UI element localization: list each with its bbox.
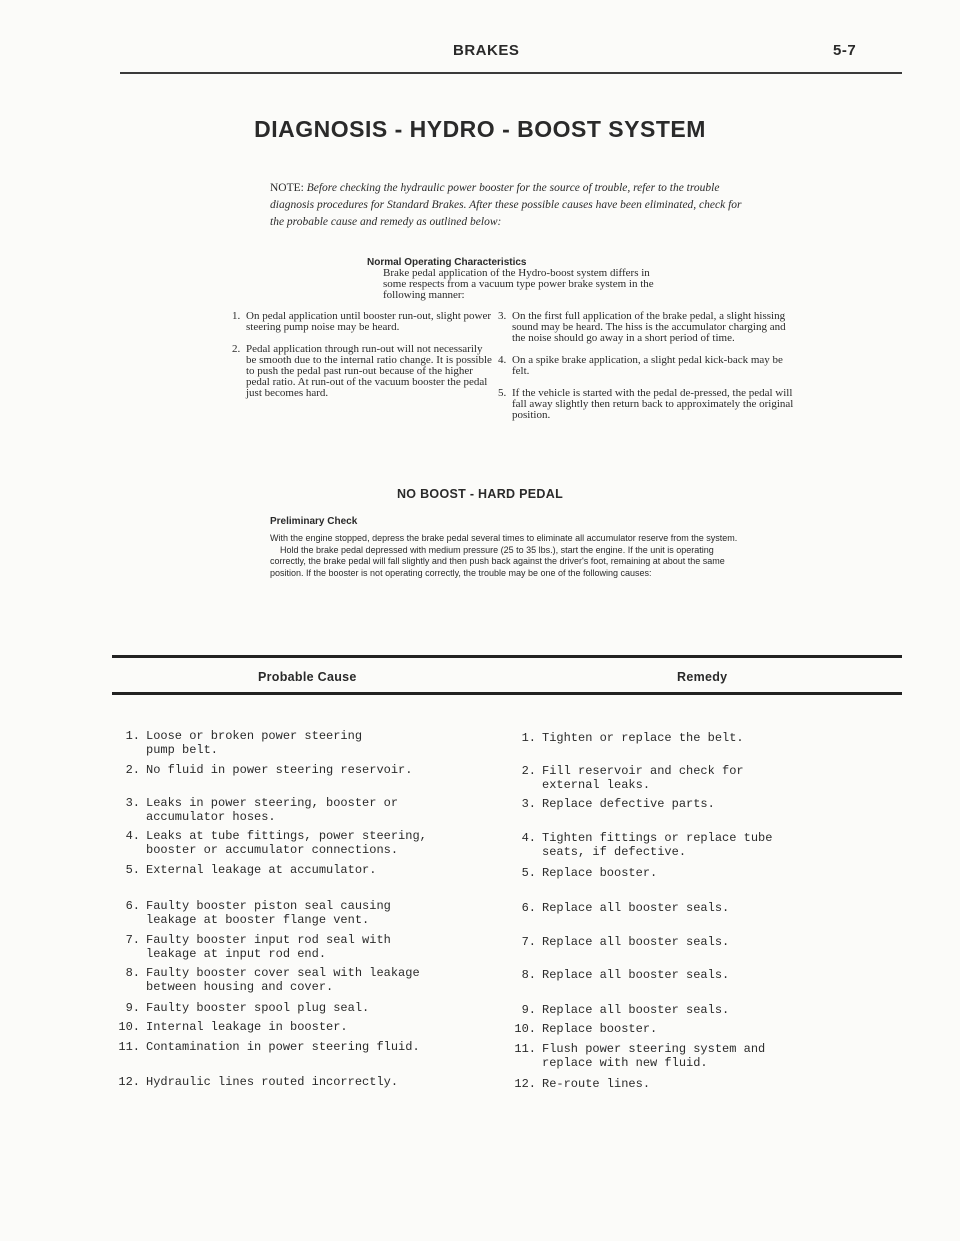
- cause-number: 1.: [125, 729, 140, 743]
- note-paragraph: [270, 180, 755, 231]
- characteristic-number: 1.: [232, 310, 241, 322]
- remedy-number: 1.: [521, 731, 536, 745]
- characteristic-item: [498, 388, 796, 421]
- table-top-rule: [112, 655, 902, 658]
- cause-number: 8.: [125, 966, 140, 980]
- characteristic-number: 2.: [232, 343, 241, 355]
- cause-number: 9.: [125, 1001, 140, 1015]
- column-header-probable-cause: Probable Cause: [258, 670, 357, 684]
- cause-text: Faulty booster input rod seal with leakage at input rod end.: [146, 933, 391, 961]
- remedy-text: Replace all booster seals.: [542, 901, 730, 915]
- characteristic-text: On a spike brake application, a slight pedal kick-back may be felt.: [512, 354, 783, 377]
- cause-text: Faulty booster piston seal causing leakage at booster flange vent.: [146, 899, 391, 927]
- remedy-number: 9.: [521, 1003, 536, 1017]
- page-number: 5-7: [833, 42, 857, 59]
- characteristic-text: If the vehicle is started with the pedal de-pressed, the pedal will fall away slightly then return back to approximately the original position.: [512, 387, 794, 421]
- preliminary-check-paragraph: Hold the brake pedal depressed with medium pressure (25 to 35 lbs.), start the engine. If the unit is operating correctly, the brake pedal will fall slightly and then push back against the driver's foot, remaining at about the same position. If the booster is not operating correctly, the trouble may be one of the following causes:: [270, 544, 725, 578]
- characteristics-left-column: [232, 311, 494, 410]
- characteristics-right-column: [498, 311, 796, 432]
- cause-text: Internal leakage in booster.: [146, 1020, 348, 1034]
- remedy-number: 12.: [514, 1077, 536, 1091]
- characteristic-number: 5.: [498, 387, 507, 399]
- characteristic-number: 3.: [498, 310, 507, 322]
- normal-operating-heading: Normal Operating Characteristics: [367, 257, 527, 268]
- remedy-text: Flush power steering system and replace with new fluid.: [542, 1042, 766, 1070]
- cause-text: Faulty booster cover seal with leakage between housing and cover.: [146, 966, 420, 994]
- remedy-number: 10.: [514, 1022, 536, 1036]
- characteristic-number: 4.: [498, 354, 507, 366]
- header-rule: [120, 72, 902, 74]
- cause-number: 3.: [125, 796, 140, 810]
- cause-text: Leaks in power steering, booster or accumulator hoses.: [146, 796, 399, 824]
- cause-text: External leakage at accumulator.: [146, 863, 377, 877]
- cause-number: 4.: [125, 829, 140, 843]
- remedy-number: 2.: [521, 764, 536, 778]
- page-title: DIAGNOSIS - HYDRO - BOOST SYSTEM: [254, 116, 706, 142]
- normal-operating-block: [367, 257, 667, 301]
- remedy-number: 3.: [521, 797, 536, 811]
- cause-number: 10.: [118, 1020, 140, 1034]
- characteristic-item: [232, 344, 494, 399]
- preliminary-check-paragraph: With the engine stopped, depress the brake pedal several times to eliminate all accumulator reserve from the system.: [270, 533, 738, 543]
- remedy-text: Replace booster.: [542, 866, 658, 880]
- cause-text: Loose or broken power steering pump belt.: [146, 729, 363, 757]
- cause-number: 5.: [125, 863, 140, 877]
- cause-text: Faulty booster spool plug seal.: [146, 1001, 370, 1015]
- cause-number: 12.: [118, 1075, 140, 1089]
- characteristic-text: On pedal application until booster run-out, slight power steering pump noise may be heard.: [246, 310, 492, 333]
- note-label: NOTE:: [270, 182, 304, 194]
- remedy-number: 5.: [521, 866, 536, 880]
- running-header-section: BRAKES: [453, 42, 520, 59]
- preliminary-check-text: [270, 533, 752, 579]
- preliminary-check-heading: Preliminary Check: [270, 516, 358, 527]
- remedy-number: 6.: [521, 901, 536, 915]
- normal-operating-body: Brake pedal application of the Hydro-boost system differs in some respects from a vacuum type power brake system in the following manner:: [383, 267, 654, 301]
- characteristic-text: On the first full application of the brake pedal, a slight hissing sound may be heard. The hiss is the accumulator charging and the noise should go away in a short period of time.: [512, 310, 786, 344]
- cause-number: 6.: [125, 899, 140, 913]
- cause-number: 11.: [118, 1040, 140, 1054]
- cause-number: 7.: [125, 933, 140, 947]
- remedy-text: Fill reservoir and check for external leaks.: [542, 764, 744, 792]
- subsection-title: NO BOOST - HARD PEDAL: [396, 487, 564, 501]
- remedy-text: Replace all booster seals.: [542, 1003, 730, 1017]
- cause-text: No fluid in power steering reservoir.: [146, 763, 413, 777]
- remedy-text: Replace booster.: [542, 1022, 658, 1036]
- characteristic-item: [232, 311, 494, 333]
- remedy-number: 11.: [514, 1042, 536, 1056]
- remedy-number: 8.: [521, 968, 536, 982]
- remedy-text: Re-route lines.: [542, 1077, 651, 1091]
- remedy-text: Tighten or replace the belt.: [542, 731, 744, 745]
- remedy-text: Replace defective parts.: [542, 797, 715, 811]
- remedy-text: Tighten fittings or replace tube seats, if defective.: [542, 831, 773, 859]
- cause-text: Hydraulic lines routed incorrectly.: [146, 1075, 399, 1089]
- remedy-number: 7.: [521, 935, 536, 949]
- remedy-text: Replace all booster seals.: [542, 935, 730, 949]
- column-header-remedy: Remedy: [677, 670, 728, 684]
- remedy-text: Replace all booster seals.: [542, 968, 730, 982]
- characteristic-item: [498, 355, 796, 377]
- cause-text: Leaks at tube fittings, power steering, booster or accumulator connections.: [146, 829, 427, 857]
- characteristic-item: [498, 311, 796, 344]
- cause-number: 2.: [125, 763, 140, 777]
- remedy-number: 4.: [521, 831, 536, 845]
- note-text: Before checking the hydraulic power booster for the source of trouble, refer to the trouble diagnosis procedures for Standard Brakes. After these possible causes have been eliminated, check for the probable cause and remedy as outlined below:: [270, 182, 742, 228]
- cause-text: Contamination in power steering fluid.: [146, 1040, 420, 1054]
- characteristic-text: Pedal application through run-out will not necessarily be smooth due to the internal ratio change. It is possible to push the pedal past run-out because of the higher pedal ratio. At run-out of the vacuum booster the pedal just becomes hard.: [246, 343, 492, 399]
- table-header-rule: [112, 692, 902, 695]
